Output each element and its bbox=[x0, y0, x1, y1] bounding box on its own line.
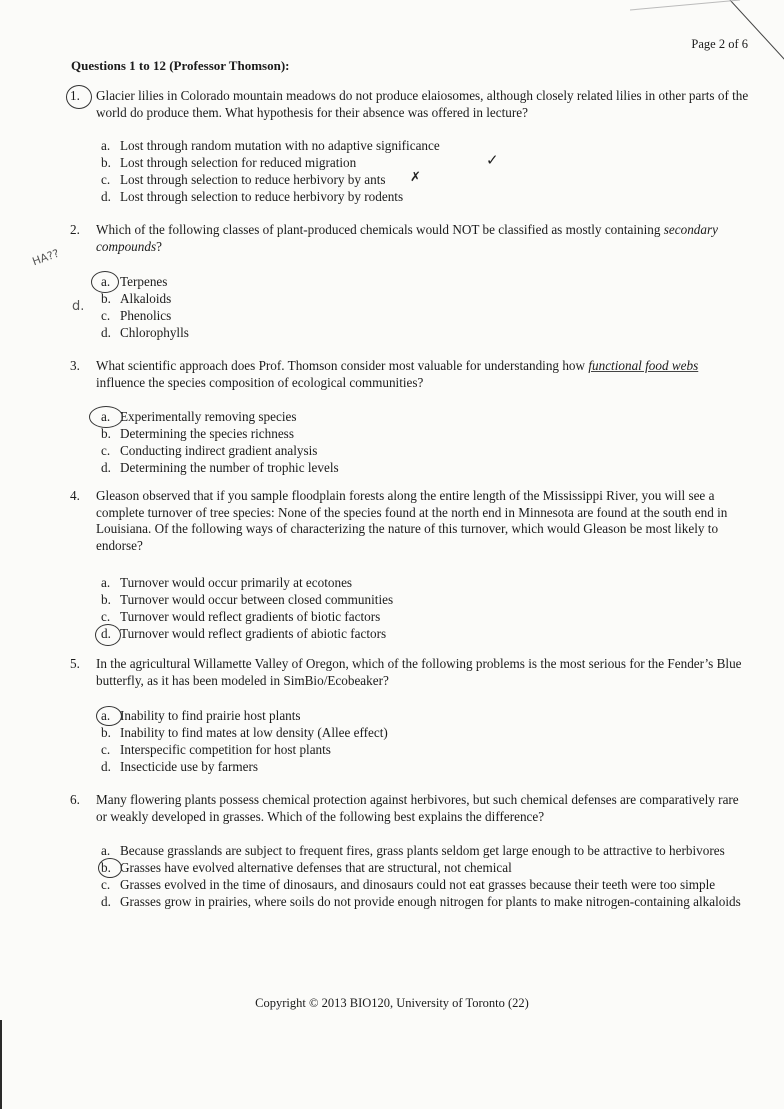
option-a[interactable]: a. Inability to find prairie host plants bbox=[101, 707, 750, 724]
option-c[interactable]: c. Grasses evolved in the time of dinosaurs, and dinosaurs could not eat grasses because their teeth were too simple bbox=[101, 877, 716, 892]
question-2 bbox=[70, 222, 750, 341]
option-d[interactable]: d. Insecticide use by farmers bbox=[101, 759, 259, 774]
copyright-footer: Copyright © 2013 BIO120, University of Toronto (22) bbox=[255, 996, 529, 1010]
question-text: Glacier lilies in Colorado mountain meadows do not produce elaiosomes, although closely related lilies in other parts of the world do produce them. What hypothesis for their absence was offered in lecture? bbox=[96, 88, 749, 120]
check-mark-icon: ✓ bbox=[486, 151, 499, 169]
question-5 bbox=[70, 656, 750, 775]
options-list bbox=[101, 137, 750, 205]
options-list bbox=[101, 707, 750, 775]
question-number: 2. bbox=[70, 222, 80, 237]
cross-mark-icon: ✗ bbox=[410, 170, 421, 185]
option-d[interactable]: d. Lost through selection to reduce herbivory by rodents bbox=[101, 189, 404, 204]
option-b[interactable]: b. Alkaloids bbox=[101, 291, 172, 306]
question-text: Which of the following classes of plant-produced chemicals would NOT be classified as mostly containing secondary compounds? bbox=[96, 222, 718, 254]
question-number: 5. bbox=[70, 656, 80, 671]
option-a[interactable]: a. Lost through random mutation with no adaptive significance bbox=[101, 138, 440, 153]
handwritten-circle bbox=[96, 706, 122, 726]
question-3 bbox=[70, 358, 750, 476]
option-a[interactable]: a. Because grasslands are subject to frequent fires, grass plants seldom get large enough to be attractive to herbivores bbox=[101, 843, 725, 858]
handwritten-circle bbox=[98, 858, 122, 878]
options-list bbox=[101, 842, 750, 910]
option-d[interactable]: d. Determining the number of trophic levels bbox=[101, 460, 339, 475]
question-number: 3. bbox=[70, 358, 80, 373]
question-text: In the agricultural Willamette Valley of Oregon, which of the following problems is the most serious for the Fender’s Blue butterfly, as it has been modeled in SimBio/Ecobeaker? bbox=[96, 656, 742, 688]
option-a[interactable]: a. Experimentally removing species bbox=[101, 408, 750, 425]
option-c[interactable]: c. Interspecific competition for host plants bbox=[101, 742, 331, 757]
question-number: 1. bbox=[70, 88, 80, 103]
options-list bbox=[101, 574, 750, 642]
question-text: What scientific approach does Prof. Thomson consider most valuable for understanding how functional food webs influence the species composition of ecological communities? bbox=[96, 358, 699, 390]
question-text: Gleason observed that if you sample floodplain forests along the entire length of the Mississippi River, you will see a complete turnover of tree species: None of the species found at the north end in Minnesota are found at the south end in Louisiana. Of the following ways of characterizing the nature of this turnover, which would Gleason be most likely to endorse? bbox=[96, 488, 728, 553]
option-a[interactable]: a. Turnover would occur primarily at ecotones bbox=[101, 575, 353, 590]
question-6 bbox=[70, 792, 750, 910]
question-4 bbox=[70, 488, 750, 642]
option-b[interactable]: b. Turnover would occur between closed communities bbox=[101, 592, 394, 607]
question-number: 4. bbox=[70, 488, 80, 503]
margin-note: d. bbox=[72, 299, 85, 314]
question-number: 6. bbox=[70, 792, 80, 807]
handwritten-circle bbox=[66, 85, 92, 109]
option-d[interactable]: d. Turnover would reflect gradients of abiotic factors bbox=[101, 625, 750, 642]
option-c[interactable]: c. Phenolics bbox=[101, 308, 172, 323]
option-b[interactable]: b. Inability to find mates at low density (Allee effect) bbox=[101, 725, 388, 740]
option-c[interactable]: c. Turnover would reflect gradients of biotic factors bbox=[101, 609, 381, 624]
handwritten-circle bbox=[95, 624, 121, 646]
section-title: Questions 1 to 12 (Professor Thomson): bbox=[71, 58, 290, 73]
page-edge-shadow bbox=[0, 1020, 2, 1109]
option-b[interactable]: b. Grasses have evolved alternative defenses that are structural, not chemical bbox=[101, 859, 750, 876]
option-c[interactable]: c. Lost through selection to reduce herbivory by ants ✗ bbox=[101, 170, 421, 187]
page-number: Page 2 of 6 bbox=[691, 37, 748, 51]
option-c[interactable]: c. Conducting indirect gradient analysis bbox=[101, 443, 318, 458]
option-d[interactable]: d. Grasses grow in prairies, where soils do not provide enough nitrogen for plants to make nitrogen-containing alkaloids bbox=[101, 894, 741, 909]
option-b[interactable]: b. Lost through selection for reduced migration ✓ bbox=[101, 151, 499, 170]
question-text: Many flowering plants possess chemical protection against herbivores, but such chemical defenses are comparatively rare or weakly developed in grasses. Which of the following best explains the difference? bbox=[96, 792, 739, 824]
options-list bbox=[101, 273, 750, 341]
options-list bbox=[101, 408, 750, 476]
question-1 bbox=[70, 88, 750, 205]
margin-note: HA?? bbox=[30, 246, 61, 269]
option-d[interactable]: d. Chlorophylls bbox=[101, 325, 189, 340]
option-b[interactable]: b. Determining the species richness bbox=[101, 426, 294, 441]
option-a[interactable]: a. Terpenes bbox=[101, 273, 750, 290]
